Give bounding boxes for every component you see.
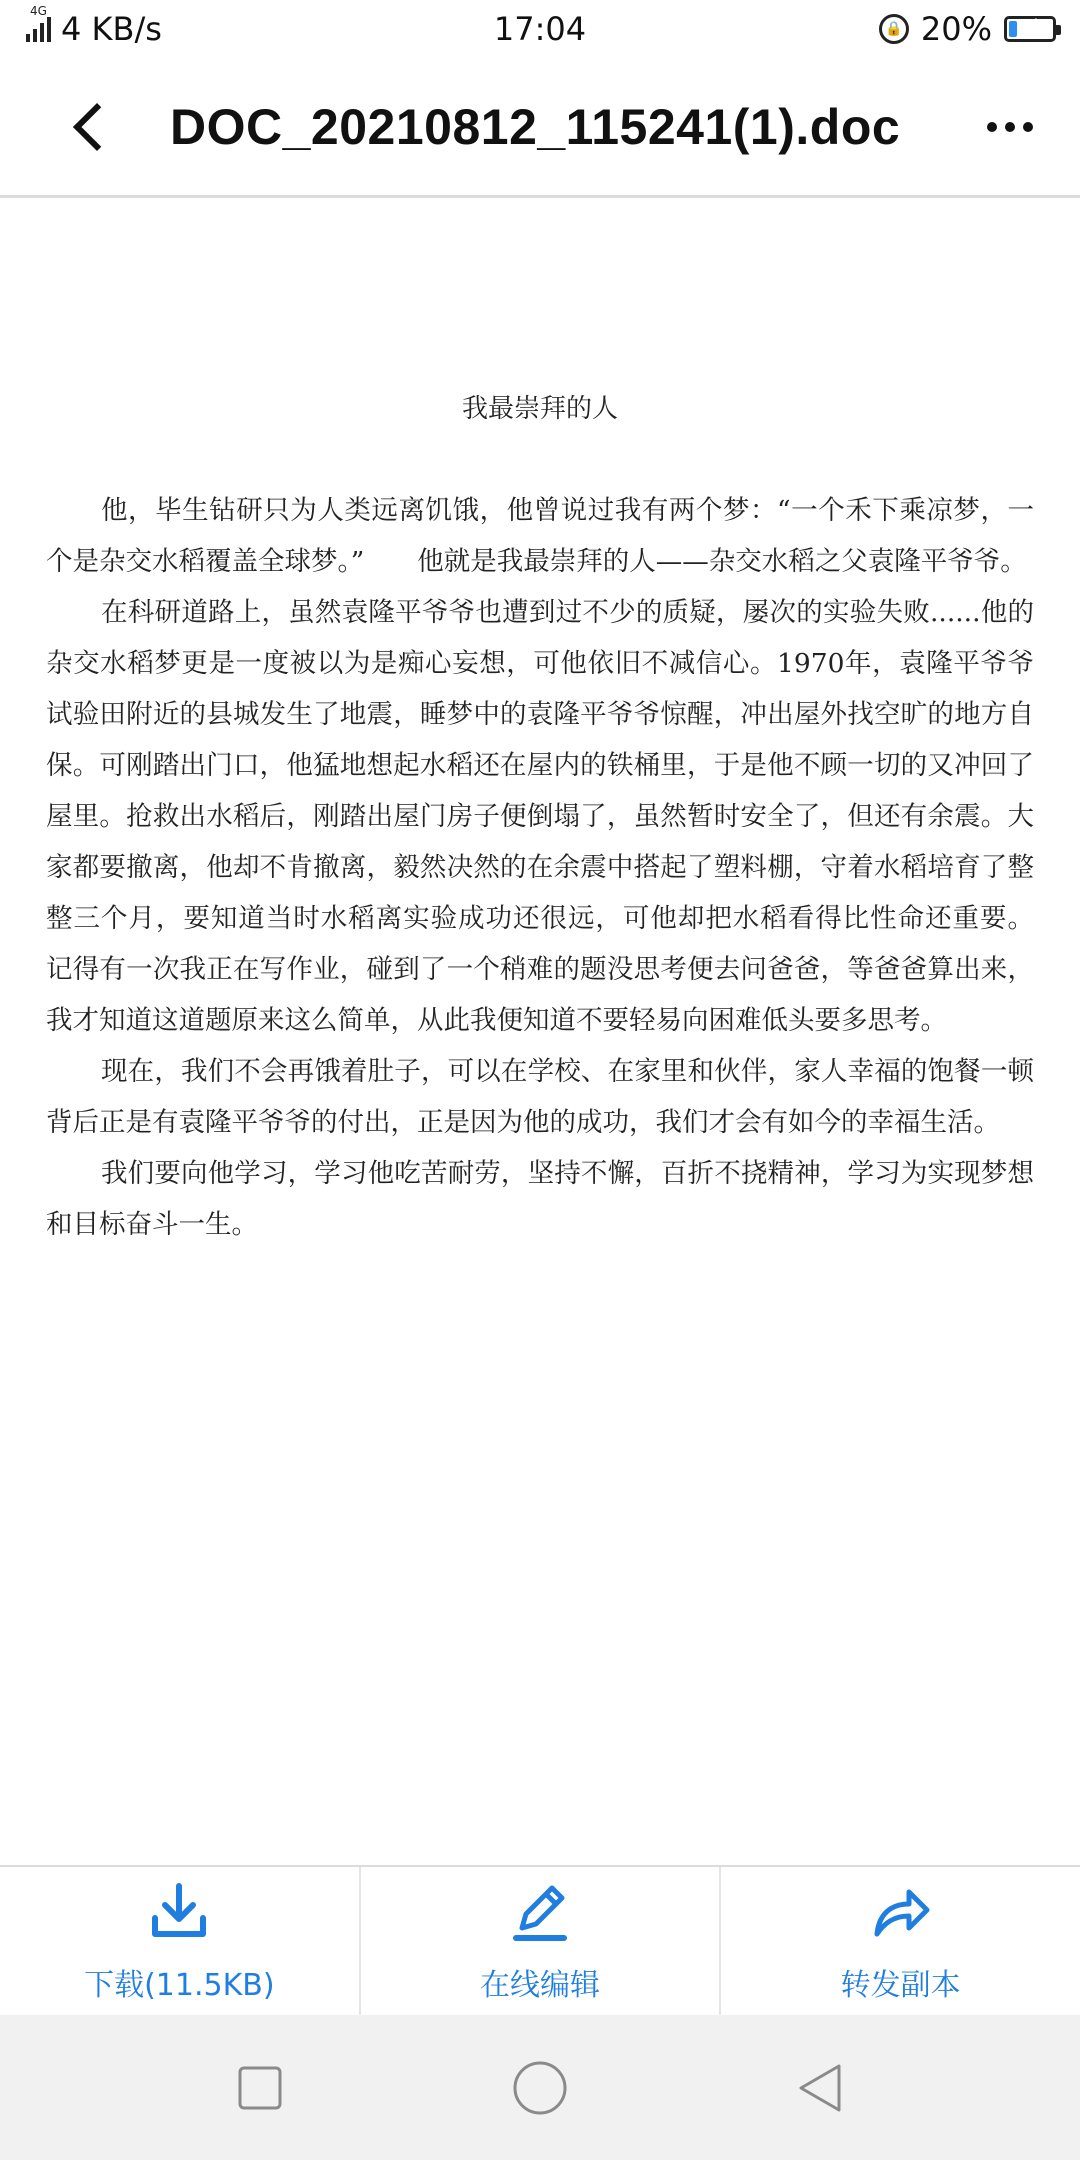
network-speed: 4 KB/s (61, 10, 162, 48)
recents-button[interactable] (215, 2043, 305, 2133)
forward-copy-label: 转发副本 (840, 1968, 961, 2003)
battery-percent: 20% (920, 10, 992, 48)
download-icon (145, 1878, 213, 1946)
more-dot (1005, 122, 1015, 132)
back-nav-button[interactable] (775, 2043, 865, 2133)
circle-icon (512, 2060, 568, 2116)
download-button[interactable] (0, 1867, 359, 2015)
status-left (26, 4, 162, 48)
chevron-left-icon (73, 102, 121, 150)
square-icon (237, 2065, 283, 2111)
system-nav-bar (0, 2015, 1080, 2160)
pencil-icon (506, 1878, 574, 1946)
battery-icon (1004, 16, 1056, 42)
action-bar (0, 1865, 1080, 2015)
edit-online-button[interactable] (359, 1867, 720, 2015)
document-view[interactable] (0, 200, 1080, 1865)
paragraph: 在科研道路上，虽然袁隆平爷爷也遭到过不少的质疑，屡次的实验失败......他的杂交水稻梦更是一度被以为是痴心妄想，可他依旧不减信心。1970年，袁隆平爷爷试验田附近的县城发生了地震，睡梦中的袁隆平爷爷惊醒，冲出屋外找空旷的地方自保。可刚踏出门口，他猛地想起水稻还在屋内的铁桶里，于是他不顾一切的又冲回了屋里。抢救出水稻后，刚踏出屋门房子便倒塌了，虽然暂时安全了，但还有余震。大家都要撤离，他却不肯撤离，毅然决然的在余震中搭起了塑料棚，守着水稻培育了整整三个月，要知道当时水稻离实验成功还很远，可他却把水稻看得比性命还重要。 记得有一次我正在写作业，碰到了一个稍难的题没思考便去问爸爸，等爸爸算出来，我才知道这道题原来这么简单，从此我便知道不要轻易向困难低头要多思考。 (46, 597, 1034, 1036)
triangle-back-icon (795, 2062, 845, 2114)
paragraph: 现在，我们不会再饿着肚子，可以在学校、在家里和伙伴，家人幸福的饱餐一顿背后正是有袁隆平爷爷的付出，正是因为他的成功，我们才会有如今的幸福生活。 (46, 1056, 1034, 1138)
paragraph: 我们要向他学习，学习他吃苦耐劳，坚持不懈，百折不挠精神，学习为实现梦想和目标奋斗一生。 (46, 1158, 1034, 1240)
rotation-lock-icon: 🔒 (879, 14, 909, 44)
document-heading: 我最崇拜的人 (461, 394, 618, 424)
forward-copy-button[interactable] (719, 1867, 1080, 2015)
more-options-button[interactable] (940, 57, 1080, 197)
document-title: DOC_20210812_115241(1).doc (170, 98, 901, 155)
app-header (0, 58, 1080, 198)
charging-icon: ⚡ (1023, 15, 1039, 40)
status-bar (0, 0, 1080, 58)
signal-icon (26, 4, 51, 42)
more-dot (1023, 122, 1033, 132)
clock: 17:04 (493, 10, 587, 48)
status-right (879, 10, 1056, 48)
battery-fill (1009, 21, 1017, 37)
download-label: 下载(11.5KB) (84, 1968, 275, 2003)
more-horizontal-icon (987, 122, 997, 132)
network-type: 4G (30, 4, 47, 18)
back-button[interactable] (0, 57, 170, 197)
home-button[interactable] (495, 2043, 585, 2133)
paragraph: 他，毕生钻研只为人类远离饥饿，他曾说过我有两个梦：“一个禾下乘凉梦，一个是杂交水稻覆盖全球梦。” 他就是我最崇拜的人——杂交水稻之父袁隆平爷爷。 (46, 495, 1034, 577)
edit-online-label: 在线编辑 (480, 1968, 600, 2003)
share-arrow-icon (867, 1878, 935, 1946)
